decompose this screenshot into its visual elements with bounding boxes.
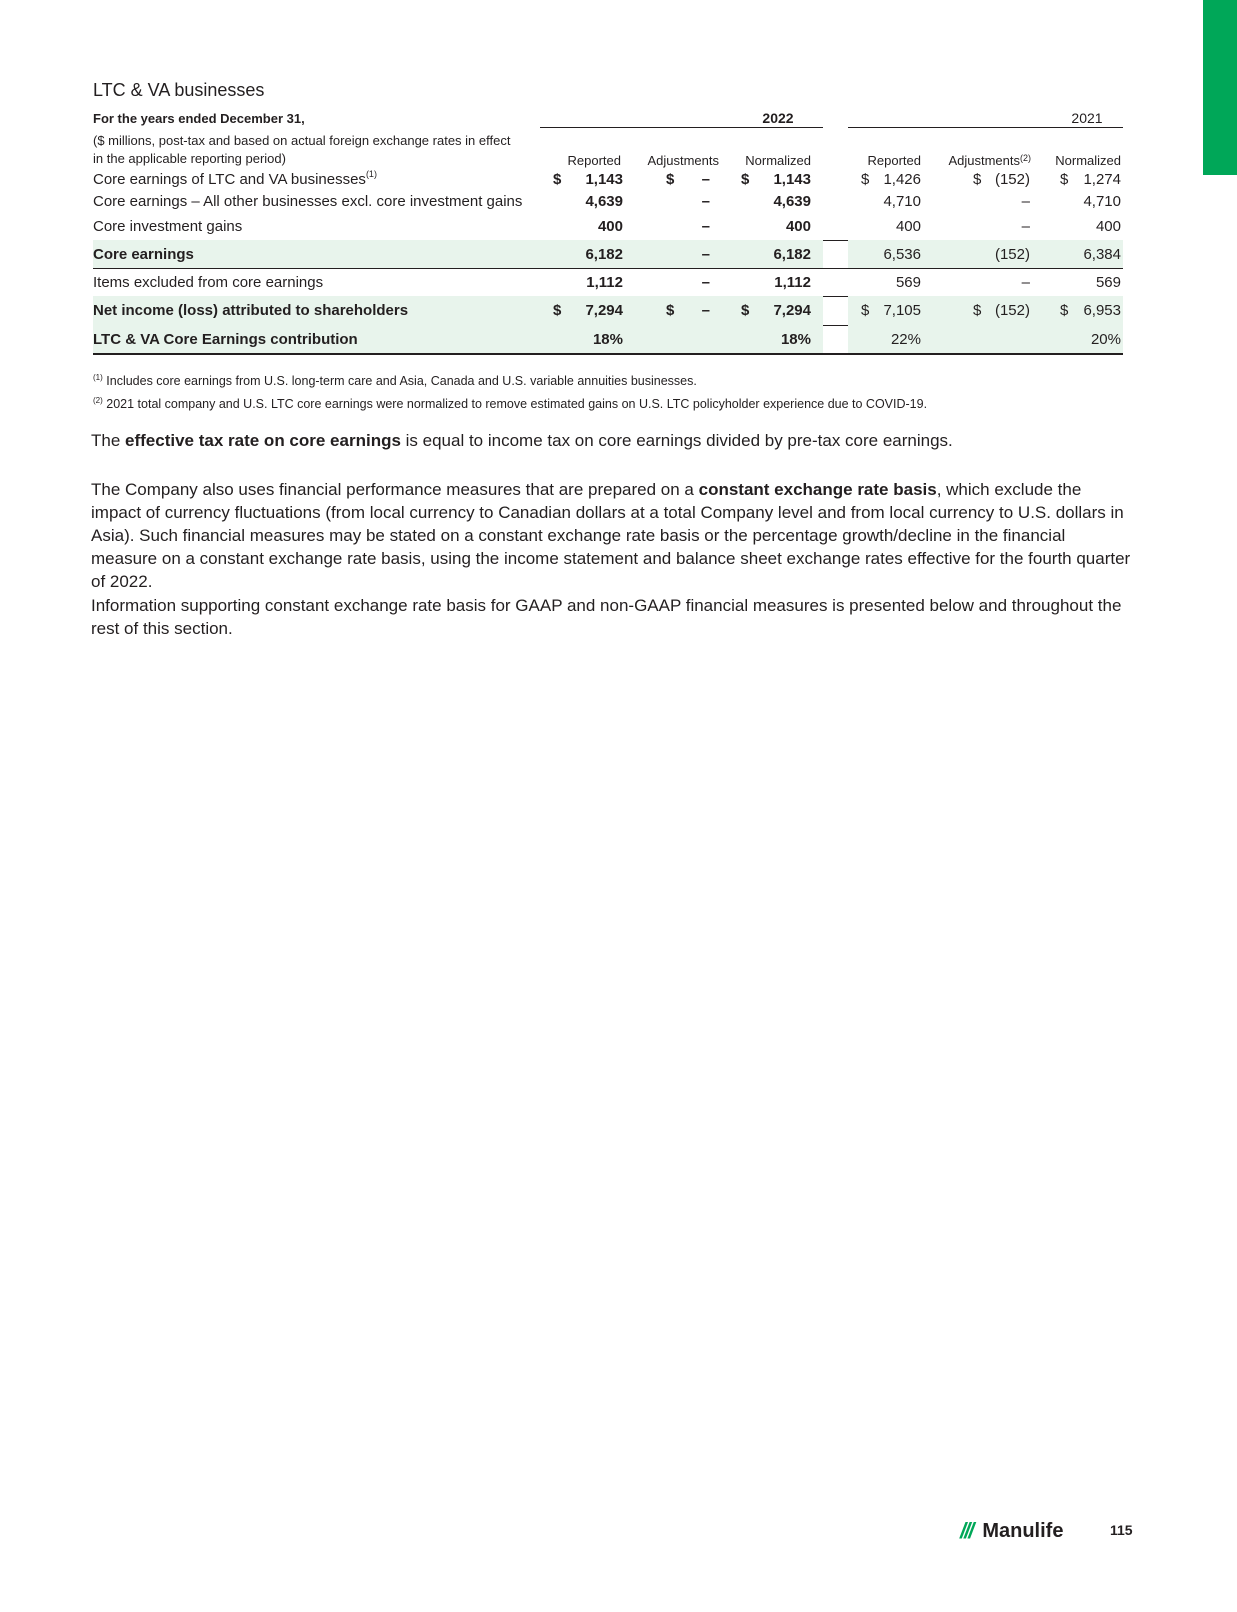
table-cell: 1,143: [773, 170, 811, 188]
table-cell: 7,294: [585, 302, 623, 319]
currency-symbol: $: [553, 170, 562, 188]
col-reported-2022: Reported: [567, 153, 621, 168]
table-cell: 6,536: [883, 245, 921, 263]
table-cell: 18%: [592, 330, 623, 348]
table-cell: 7,294: [773, 302, 811, 319]
units-note-line2: in the applicable reporting period): [93, 151, 286, 166]
manulife-logo-mark-icon: ///: [960, 1518, 973, 1543]
table-cell: 4,710: [1083, 192, 1121, 210]
currency-symbol: $: [1060, 302, 1069, 319]
col-normalized-2021: Normalized: [1055, 153, 1121, 168]
table-cell: 6,182: [585, 245, 623, 263]
col-adjustments-2021: [913, 128, 1031, 170]
col-reported-2021: Reported: [867, 153, 921, 168]
table-cell: 400: [895, 217, 921, 235]
period-label: For the years ended December 31,: [93, 110, 305, 126]
row-label: [93, 296, 408, 325]
row-label: [93, 325, 358, 353]
table-cell: 569: [1095, 273, 1121, 291]
table-row: [93, 325, 1163, 353]
year-2021-header: 2021: [1071, 110, 1103, 126]
para1-post: is equal to income tax on core earnings divided by pre-tax core earnings.: [400, 431, 953, 450]
footnote-1-text: Includes core earnings from U.S. long-term care and Asia, Canada and U.S. variable annuities businesses.: [106, 374, 697, 389]
table-row: [93, 212, 1163, 240]
currency-symbol: $: [861, 302, 870, 319]
row-label-text: Items excluded from core earnings: [93, 273, 324, 291]
row-label-text: Core investment gains: [93, 217, 243, 235]
row-label-text: Core earnings of LTC and VA businesses: [93, 170, 366, 188]
col-normalized-2022: Normalized: [745, 153, 811, 168]
row-label-text: LTC & VA Core Earnings contribution: [93, 330, 358, 348]
table-cell: –: [701, 192, 710, 210]
row-label: [93, 240, 194, 268]
para2-pre: The Company also uses financial performance measures that are prepared on a: [91, 480, 699, 499]
table-cell: 22%: [890, 330, 921, 348]
currency-symbol: $: [861, 170, 870, 188]
row-label-text: Core earnings: [93, 245, 194, 263]
currency-symbol: $: [553, 302, 562, 319]
currency-symbol: $: [1060, 170, 1069, 188]
table-cell: [600, 325, 710, 353]
table-cell: 4,710: [883, 192, 921, 210]
units-note-line1: ($ millions, post-tax and based on actual foreign exchange rates in effect: [93, 133, 511, 148]
table-column-header: [93, 128, 1163, 168]
table-row: [93, 190, 1163, 212]
footnote-2-text: 2021 total company and U.S. LTC core earnings were normalized to remove estimated gains on U.S. LTC policyholder experience due to COVID-19.: [106, 397, 928, 412]
table-row: [93, 268, 1163, 296]
currency-symbol: $: [741, 170, 750, 188]
table-cell: 4,639: [585, 192, 623, 210]
table-cell: 400: [1095, 217, 1121, 235]
table-cell: 1,274: [1083, 170, 1121, 188]
table-cell: –: [1021, 192, 1030, 210]
footnotes: [93, 368, 927, 414]
table-cell: 7,105: [883, 302, 921, 319]
col-adjustments-2022: Adjustments: [647, 153, 719, 168]
table-cell: 1,112: [586, 273, 623, 291]
table-cell: –: [701, 217, 710, 235]
table-cell: 1,112: [774, 273, 811, 291]
year-2022-header: 2022: [762, 110, 794, 126]
table-cell: 6,182: [773, 245, 811, 263]
footnote-1: [93, 368, 927, 391]
table-cell: 400: [785, 217, 811, 235]
row-rule: [93, 353, 1123, 355]
table-cell: 569: [895, 273, 921, 291]
currency-symbol: $: [666, 170, 675, 188]
table-cell: –: [1021, 273, 1030, 291]
table-cell: –: [1021, 217, 1030, 235]
table-cell: 4,639: [773, 192, 811, 210]
table-cell: (152): [994, 170, 1030, 188]
currency-symbol: $: [741, 302, 750, 319]
row-label-sup: (1): [365, 169, 377, 179]
table-cell: (152): [994, 302, 1030, 319]
row-label-text: Core earnings – All other businesses excl. core investment gains: [93, 192, 523, 210]
col-adjustments-2021-sup: (2): [1020, 153, 1031, 163]
table-cell: –: [701, 245, 710, 263]
table-cell: 1,426: [883, 170, 921, 188]
currency-symbol: $: [666, 302, 675, 319]
table-body: [93, 168, 1163, 353]
table-row: [93, 296, 1163, 325]
manulife-logo-text: Manulife: [982, 1519, 1064, 1542]
manulife-logo: [960, 1518, 1063, 1544]
table-cell: –: [701, 302, 710, 319]
footnote-2: [93, 391, 927, 414]
footnote-2-mark: (2): [93, 396, 103, 406]
footnote-1-mark: (1): [93, 373, 103, 382]
ltc-va-table: [93, 108, 1163, 353]
table-year-header: [93, 108, 1163, 128]
table-row: [93, 168, 1163, 190]
para2-bold: constant exchange rate basis: [698, 480, 937, 499]
row-label-text: Net income (loss) attributed to shareholders: [93, 302, 409, 319]
table-cell: 1,143: [585, 170, 623, 188]
row-label: [93, 268, 323, 296]
table-cell: 6,953: [1083, 302, 1121, 319]
para1-bold: effective tax rate on core earnings: [125, 431, 401, 450]
table-cell: –: [701, 273, 710, 291]
currency-symbol: $: [973, 170, 982, 188]
section-tab-marker: [1203, 0, 1237, 175]
table-cell: –: [701, 170, 710, 188]
table-cell: (152): [994, 245, 1030, 263]
table-cell: 400: [597, 217, 623, 235]
page-number: 115: [1110, 1522, 1133, 1538]
row-label: [93, 168, 377, 190]
row-label: [93, 212, 242, 240]
section-title: LTC & VA businesses: [93, 80, 265, 100]
para1-pre: The: [91, 431, 126, 450]
table-cell: 6,384: [1083, 245, 1121, 263]
paragraph-effective-tax-rate: [91, 429, 1131, 452]
table-cell: 20%: [1090, 330, 1121, 348]
paragraph-constant-exchange-rate: [91, 478, 1131, 593]
table-cell: 18%: [780, 330, 811, 348]
para2-post: , which exclude the impact of currency fluctuations (from local currency to Canadian dollars at a total Company level and from local currency to U.S. dollars in Asia). Such financial measures may be stated on a constant exchange rate basis or the percentage growth/decline in the financial measure on a constant exchange rate basis, using the income statement and balance sheet exchange rates effective for the fourth quarter of 2022.: [91, 480, 1131, 591]
col-adjustments-2021-label: Adjustments: [948, 153, 1020, 168]
paragraph-information-supporting: Information supporting constant exchange rate basis for GAAP and non-GAAP financial measures is presented below and throughout the rest of this section.: [91, 596, 1122, 638]
row-label: [93, 190, 522, 212]
table-row: [93, 240, 1163, 268]
currency-symbol: $: [973, 302, 982, 319]
